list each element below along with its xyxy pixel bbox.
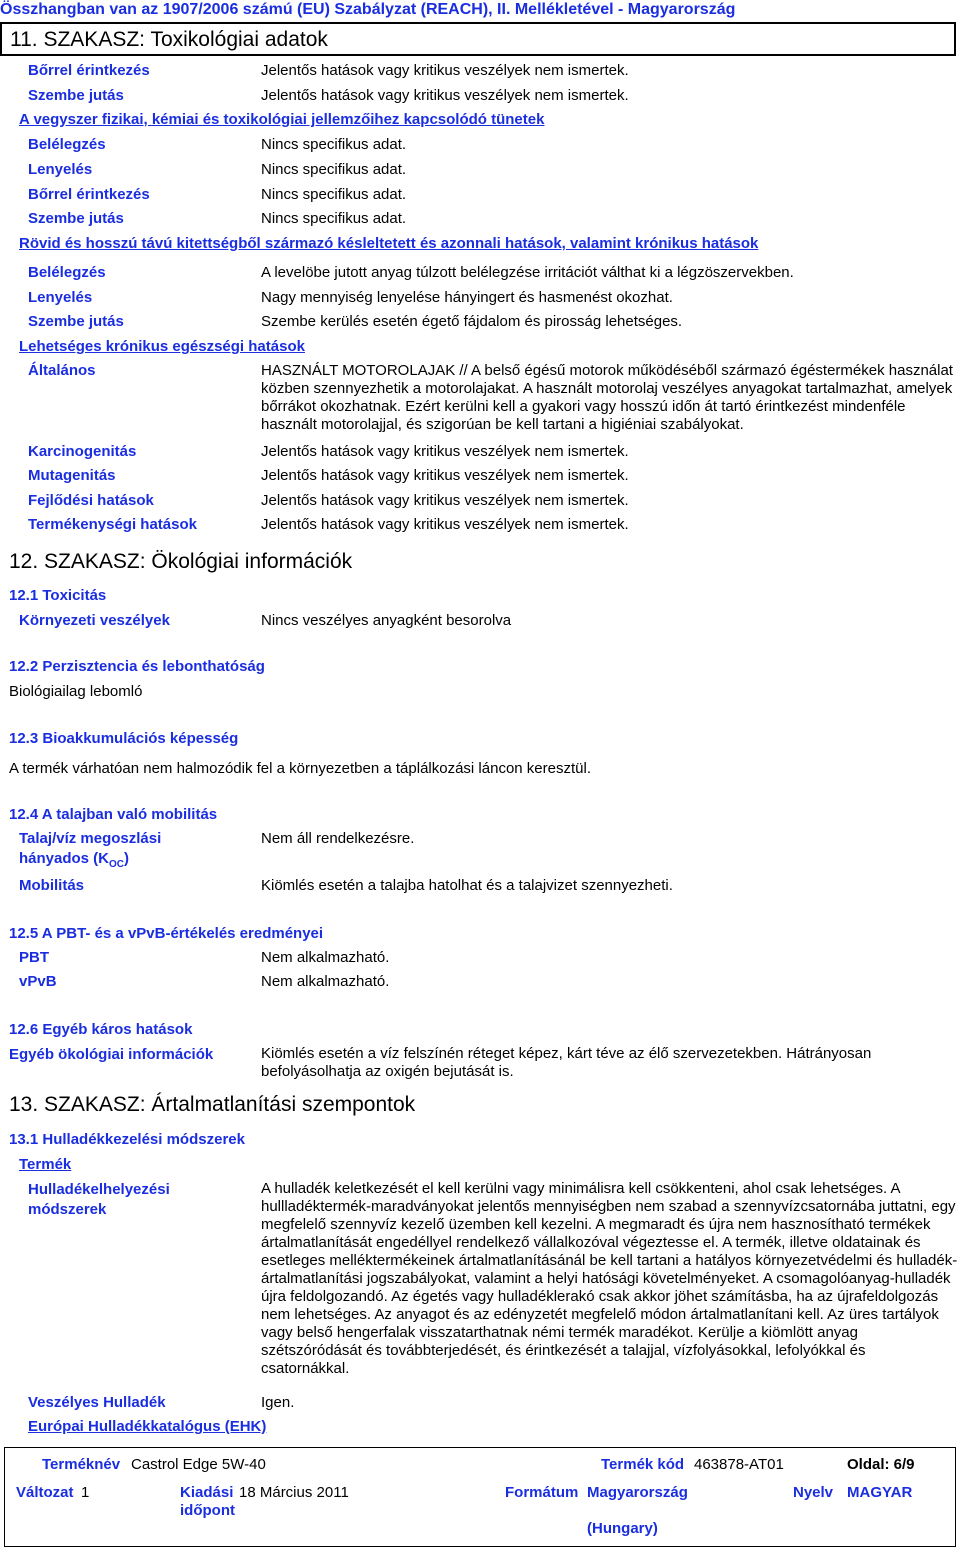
koc-label-line2: hányados $(K_{OC})$ bbox=[19, 850, 130, 870]
section-12-title: 12. SZAKASZ: Ökológiai információk bbox=[9, 550, 353, 573]
carcinogenicity-label: Karcinogenitás bbox=[28, 443, 137, 460]
symptom-value: Nincs specifikus adat. bbox=[261, 210, 407, 227]
footer-language-label: Nyelv bbox=[793, 1484, 834, 1501]
skin-contact-label: Bőrrel érintkezés bbox=[28, 62, 150, 79]
vpvb-value: Nem alkalmazható. bbox=[261, 973, 390, 990]
other-effects-heading: 12.6 Egyéb káros hatások bbox=[9, 1021, 193, 1038]
persistence-value: Biológiailag lebomló bbox=[9, 683, 143, 700]
other-eco-info-value: Kiömlés esetén a víz felszínén réteget képez, kárt téve az élő szervezetekben. Hátrányosan befolyásolhatja az oxigén bejutását is. bbox=[261, 1045, 872, 1080]
footer-format-label: Formátum bbox=[505, 1484, 579, 1501]
toxicity-heading: 12.1 Toxicitás bbox=[9, 587, 107, 604]
bioaccumulation-value: A termék várhatóan nem halmozódik fel a környezetben a táplálkozási láncon keresztül. bbox=[9, 760, 591, 777]
eye-contact-label: Szembe jutás bbox=[28, 87, 124, 104]
product-heading: Termék bbox=[19, 1156, 72, 1173]
symptom-value: Nincs specifikus adat. bbox=[261, 186, 407, 203]
pbt-value: Nem alkalmazható. bbox=[261, 949, 390, 966]
section-11-banner bbox=[0, 22, 956, 56]
footer-issue-label-2: időpont bbox=[180, 1502, 235, 1519]
symptom-value: Nincs specifikus adat. bbox=[261, 161, 407, 178]
mobility-value: Kiömlés esetén a talajba hatolhat és a talajvizet szennyezheti. bbox=[261, 877, 673, 894]
pbt-label: PBT bbox=[19, 949, 49, 966]
fertility-value: Jelentős hatások vagy kritikus veszélyek nem ismertek. bbox=[261, 516, 629, 533]
symptom-label: Szembe jutás bbox=[28, 210, 124, 227]
env-hazards-label: Környezeti veszélyek bbox=[19, 612, 170, 629]
koc-value: Nem áll rendelkezésre. bbox=[261, 830, 415, 847]
footer-version: 1 bbox=[81, 1484, 90, 1501]
footer-format-value: Magyarország bbox=[587, 1484, 688, 1501]
symptoms-heading: A vegyszer fizikai, kémiai és toxikológiai jellemzőihez kapcsolódó tünetek bbox=[19, 111, 545, 128]
developmental-value: Jelentős hatások vagy kritikus veszélyek nem ismertek. bbox=[261, 492, 629, 509]
symptom-value: Nincs specifikus adat. bbox=[261, 136, 407, 153]
footer bbox=[4, 1447, 956, 1547]
general-value: HASZNÁLT MOTOROLAJAK // A belső égésű motorok működéséből származó égéstermékek használat közben szennyezhetik a motorolajakat. A használt motorolaj veszélyes anyagokat tartalmazhat, amelyek bőrrákot okozhatnak. Ezért kerülni kell a gyakori vagy hosszú időn át tartó érintkezést mindenféle használt motorolajjal, és szigorúan be kell tartani a higiéniai szabályokat. bbox=[261, 362, 953, 433]
section-11-title: 11. SZAKASZ: Toxikológiai adatok bbox=[10, 28, 328, 51]
section-13-title: 13. SZAKASZ: Ártalmatlanítási szempontok bbox=[9, 1093, 416, 1116]
carcinogenicity-value: Jelentős hatások vagy kritikus veszélyek nem ismertek. bbox=[261, 443, 629, 460]
symptom-label: Belélegzés bbox=[28, 136, 106, 153]
vpvb-label: vPvB bbox=[19, 973, 57, 990]
env-hazards-value: Nincs veszélyes anyagként besorolva bbox=[261, 612, 512, 629]
hazardous-waste-label: Veszélyes Hulladék bbox=[28, 1394, 166, 1411]
footer-issue-date: 18 Március 2011 bbox=[239, 1484, 349, 1501]
effect-value: Szembe kerülés esetén égető fájdalom és pirosság lehetséges. bbox=[261, 313, 683, 330]
symptom-label: Bőrrel érintkezés bbox=[28, 186, 150, 203]
ewc-heading: Európai Hulladékkatalógus (EHK) bbox=[28, 1418, 267, 1435]
effect-value: Nagy mennyiség lenyelése hányingert és hasmenést okozhat. bbox=[261, 289, 673, 306]
symptom-label: Lenyelés bbox=[28, 161, 93, 178]
footer-language-value: MAGYAR bbox=[847, 1484, 913, 1501]
mobility-label: Mobilitás bbox=[19, 877, 85, 894]
effect-value: A levelöbe jutott anyag túlzott belélegzése irritációt válthat ki a légzöszervekben. bbox=[261, 264, 794, 281]
effect-label: Lenyelés bbox=[28, 289, 93, 306]
skin-contact-value: Jelentős hatások vagy kritikus veszélyek nem ismertek. bbox=[261, 62, 629, 79]
footer-product-name-label: Terméknév bbox=[42, 1456, 121, 1473]
general-label: Általános bbox=[28, 362, 96, 379]
document-header: Összhangban van az 1907/2006 számú (EU) Szabályzat (REACH), II. Mellékletével - Magyarország bbox=[0, 1, 736, 18]
disposal-methods-value: A hulladék keletkezését el kell kerülni vagy minimálisra kell csökkenteni, ahol csak lehetséges. A hullladéktermék-maradványokat jelentős mennyiségben nem szabad a szennyvízcsatornába juttatni, egy megfelelő szennyvíz kezelő üzemben kell kezelni. A megmaradt és újra nem hasznosítható termékek ártalmatlanítását engedéllyel rendelkező vállalkozóval végeztesse el. A termék, illetve oldatainak és esetleges melléktermékeinek ártalmatlanításánál be kell tartani a hatályos környezetvédelmi és hulladék-ártalmatlanítási jogszabályokat, valamint a helyi hatósági követelményeket. A csomagolóanyag-hulladék újra feldolgozandó. Az égetés vagy hulladéklerakó csak akkor jöhet számításba, ha az újrafeldolgozás nem lehetséges. Az anyagot és az edényzetét megfelelő módon ártalmatlanítani kell. Az üres tartályok vagy belső hengerfalak visszatarthatnak némi termék maradékot. Kerülje a kiömlött anyag szétszóródását és továbbterjedését, és érintkezését a talajjal, vízfolyásokkal, lefolyókkal és csatornákkal. bbox=[261, 1180, 958, 1377]
effect-label: Belélegzés bbox=[28, 264, 106, 281]
hazardous-waste-value: Igen. bbox=[261, 1394, 295, 1411]
footer-version-label: Változat bbox=[16, 1484, 74, 1501]
mutagenicity-value: Jelentős hatások vagy kritikus veszélyek nem ismertek. bbox=[261, 467, 629, 484]
eye-contact-value: Jelentős hatások vagy kritikus veszélyek nem ismertek. bbox=[261, 87, 629, 104]
footer-page-number: Oldal: 6/9 bbox=[847, 1456, 915, 1473]
other-eco-info-label: Egyéb ökológiai információk bbox=[9, 1046, 214, 1063]
disposal-methods-label: Hulladékelhelyezési módszerek bbox=[28, 1181, 170, 1218]
pbt-heading: 12.5 A PBT- és a vPvB-értékelés eredményei bbox=[9, 925, 324, 942]
footer-product-name: Castrol Edge 5W-40 bbox=[131, 1456, 266, 1473]
effect-label: Szembe jutás bbox=[28, 313, 124, 330]
mobility-heading: 12.4 A talajban való mobilitás bbox=[9, 806, 218, 823]
persistence-heading: 12.2 Perzisztencia és lebonthatóság bbox=[9, 658, 265, 675]
fertility-label: Termékenységi hatások bbox=[28, 516, 197, 533]
chronic-heading: Lehetséges krónikus egészségi hatások bbox=[19, 338, 305, 355]
developmental-label: Fejlődési hatások bbox=[28, 492, 154, 509]
effects-heading: Rövid és hosszú távú kitettségből származó késleltetett és azonnali hatások, valamint krónikus hatások bbox=[19, 235, 759, 252]
bioaccumulation-heading: 12.3 Bioakkumulációs képesség bbox=[9, 730, 239, 747]
footer-issue-label-1: Kiadási bbox=[180, 1484, 234, 1501]
waste-methods-heading: 13.1 Hulladékkezelési módszerek bbox=[9, 1131, 245, 1148]
footer-product-code-label: Termék kód bbox=[601, 1456, 685, 1473]
footer-format-value-2: (Hungary) bbox=[587, 1520, 658, 1537]
mutagenicity-label: Mutagenitás bbox=[28, 467, 116, 484]
footer-product-code: 463878-AT01 bbox=[694, 1456, 784, 1473]
koc-label-line1: Talaj/víz megoszlási bbox=[19, 830, 162, 847]
